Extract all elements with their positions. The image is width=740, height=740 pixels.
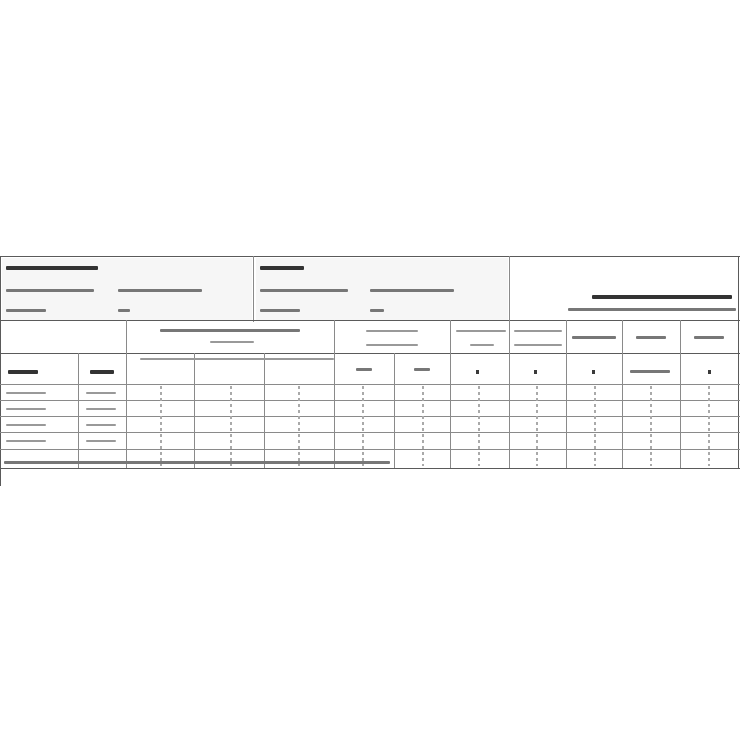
col-sep-11 [680,320,681,468]
subhead-mark-9 [534,370,537,374]
col-sep-1 [78,353,79,468]
col-sep-6 [394,353,395,468]
body-ticks-5 [422,386,424,466]
header-middle-line-2a [260,289,348,292]
colgroup-head-3a [456,330,506,332]
colgroup-head-4b [514,344,562,346]
colgroup-head-3b [470,344,494,346]
col-sep-9 [566,320,567,468]
header-left-line-2a [6,289,94,292]
header-right-line-2 [568,308,736,311]
body-ticks-6 [478,386,480,466]
frame-left [0,256,1,486]
body-ticks-4 [362,386,364,466]
header-middle-line-3a [260,309,300,312]
body-ticks-3 [298,386,300,466]
body-ticks-2 [230,386,232,466]
header-left-line-3a [6,309,46,312]
row-4-code [86,440,116,442]
colgroup-head-2b [366,344,418,346]
rule-colhead-bottom [0,353,740,354]
row-2-label [6,408,46,410]
colgroup-head-1 [160,329,300,332]
col-sep-5 [334,320,335,468]
row-1-label [6,392,46,394]
rule-row-3 [0,432,740,433]
form-sheet [0,256,740,486]
col-sep-4 [264,353,265,468]
rule-row-4 [0,449,740,450]
col-sep-8 [509,320,510,468]
col-sep-10 [622,320,623,468]
subhead-1 [8,370,38,374]
row-3-code [86,424,116,426]
header-right-line-1 [592,295,732,299]
body-ticks-10 [708,386,710,466]
subhead-11 [630,370,670,373]
row-4-label [6,440,46,442]
subhead-2 [90,370,114,374]
header-divider-2 [509,256,510,322]
colgroup-head-4a [514,330,562,332]
header-left-line-1 [6,266,98,270]
footnote-line [4,461,390,464]
header-left-line-3b [118,309,130,312]
header-middle-line-1 [260,266,304,270]
header-left-line-2b [118,289,202,292]
subhead-mark-12 [708,370,711,374]
col-head-12 [694,336,724,339]
frame-top [0,256,740,257]
body-ticks-7 [536,386,538,466]
col-sep-3 [194,353,195,468]
frame-right [738,256,739,468]
col-head-10 [572,336,616,339]
row-1-code [86,392,116,394]
rule-row-1 [0,400,740,401]
rule-table-bottom [0,468,740,469]
subhead-7 [414,368,430,371]
row-2-code [86,408,116,410]
header-divider-1 [253,256,254,322]
rule-header-bottom [0,320,740,321]
body-ticks-8 [594,386,596,466]
col-sep-7 [450,320,451,468]
header-middle-line-2b [370,289,454,292]
col-sep-2 [126,320,127,468]
row-3-label [6,424,46,426]
rule-row-2 [0,416,740,417]
body-ticks-1 [160,386,162,466]
body-ticks-9 [650,386,652,466]
colgroup-head-2a [366,330,418,332]
header-middle-line-3b [370,309,384,312]
subhead-6 [356,368,372,371]
rule-subhead-bottom [0,384,740,385]
subhead-mark-8 [476,370,479,374]
subhead-group-strip [140,358,334,360]
colgroup-head-1b [210,341,254,343]
col-head-11 [636,336,666,339]
subhead-mark-10 [592,370,595,374]
